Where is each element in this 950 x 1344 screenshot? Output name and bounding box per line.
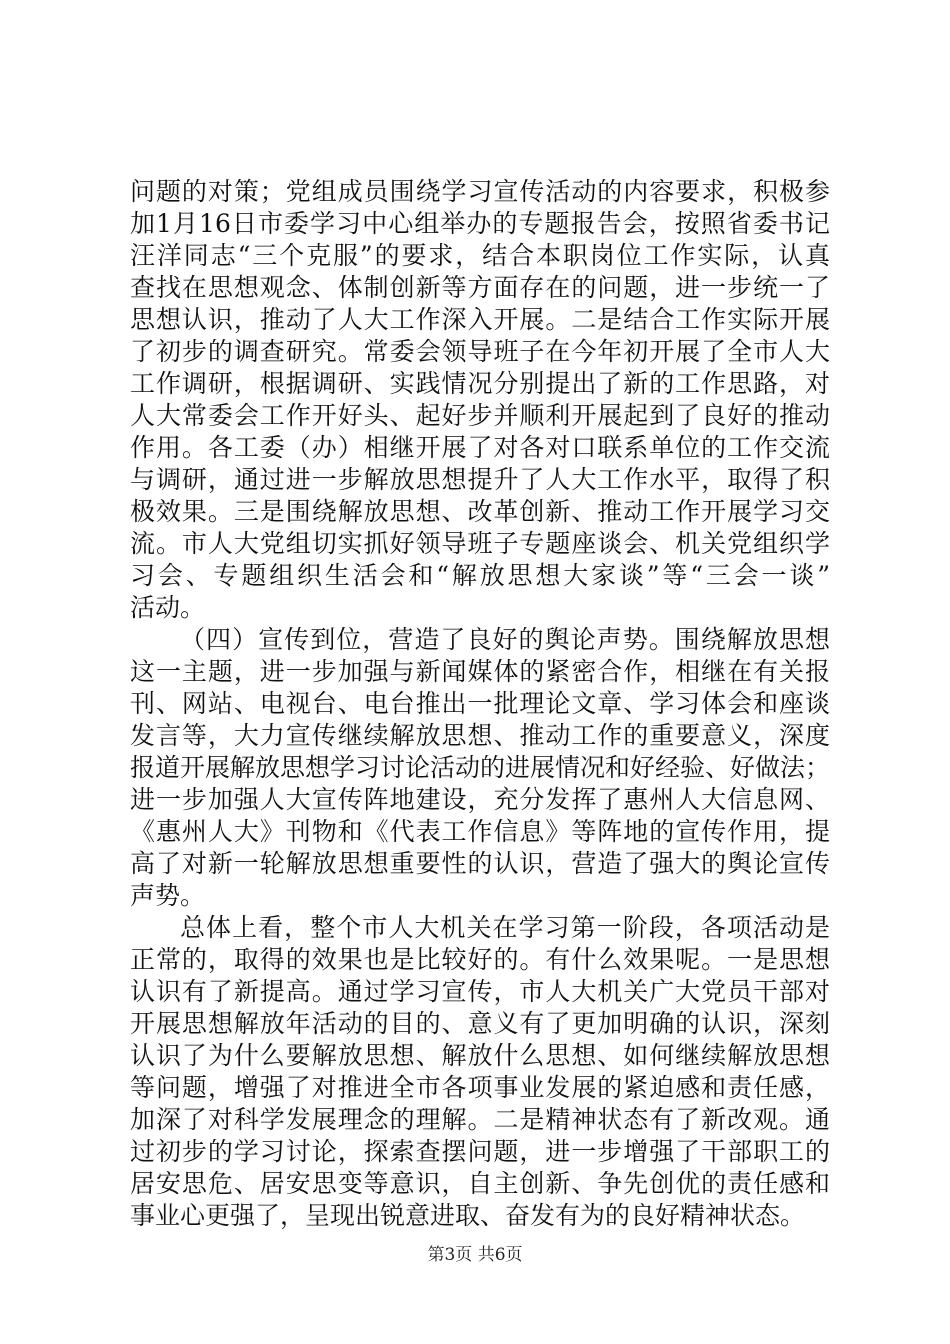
text-line: 流。市人大党组切实抓好领导班子专题座谈会、机关党组织学	[130, 529, 830, 558]
text-line: 刊、网站、电视台、电台推出一批理论文章、学习体会和座谈	[130, 689, 830, 718]
text-line: 等问题，增强了对推进全市各项事业发展的紧迫感和责任感，	[130, 1073, 830, 1102]
text-line: 这一主题，进一步加强与新闻媒体的紧密合作，相继在有关报	[130, 657, 830, 686]
page-number-footer: 第3页 共6页	[427, 1245, 523, 1265]
text-line: 汪洋同志“三个克服”的要求，结合本职岗位工作实际，认真	[130, 241, 830, 270]
paragraph-start-line: （四）宣传到位，营造了良好的舆论声势。围绕解放思想	[180, 625, 830, 654]
text-line: 认识了为什么要解放思想、解放什么思想、如何继续解放思想	[130, 1041, 830, 1070]
text-line: 与调研，通过进一步解放思想提升了人大工作水平，取得了积	[130, 465, 830, 494]
text-line: 问题的对策；党组成员围绕学习宣传活动的内容要求，积极参	[130, 177, 830, 206]
paragraph-start-line: 总体上看，整个市人大机关在学习第一阶段，各项活动是	[180, 913, 830, 942]
text-line: 习会、专题组织生活会和“解放思想大家谈”等“三会一谈”	[130, 561, 830, 590]
text-line: 事业心更强了，呈现出锐意进取、奋发有为的良好精神状态。	[130, 1201, 806, 1230]
text-line: 报道开展解放思想学习讨论活动的进展情况和好经验、好做法；	[130, 753, 831, 782]
text-line: 活动。	[130, 593, 206, 622]
text-line: 认识有了新提高。通过学习宣传，市人大机关广大党员干部对	[130, 977, 830, 1006]
text-line: 正常的，取得的效果也是比较好的。有什么效果呢。一是思想	[130, 945, 830, 974]
text-line: 查找在思想观念、体制创新等方面存在的问题，进一步统一了	[130, 273, 830, 302]
text-line: 加深了对科学发展理念的理解。二是精神状态有了新改观。通	[130, 1105, 830, 1134]
text-line: 加1月16日市委学习中心组举办的专题报告会，按照省委书记	[130, 209, 830, 238]
text-line: 极效果。三是围绕解放思想、改革创新、推动工作开展学习交	[130, 497, 830, 526]
text-line: 居安思危、居安思变等意识，自主创新、争先创优的责任感和	[130, 1169, 830, 1198]
text-line: 高了对新一轮解放思想重要性的认识，营造了强大的舆论宣传	[130, 849, 830, 878]
text-line: 声势。	[130, 881, 206, 910]
text-line: 开展思想解放年活动的目的、意义有了更加明确的认识，深刻	[130, 1009, 830, 1038]
text-line: 工作调研，根据调研、实践情况分别提出了新的工作思路，对	[130, 369, 830, 398]
text-line: 作用。各工委（办）相继开展了对各对口联系单位的工作交流	[130, 433, 830, 462]
text-line: 进一步加强人大宣传阵地建设，充分发挥了惠州人大信息网、	[130, 785, 830, 814]
text-line: 《惠州人大》刊物和《代表工作信息》等阵地的宣传作用，提	[130, 817, 830, 846]
text-line: 发言等，大力宣传继续解放思想、推动工作的重要意义，深度	[130, 721, 830, 750]
text-line: 人大常委会工作开好头、起好步并顺利开展起到了良好的推动	[130, 401, 830, 430]
text-line: 思想认识，推动了人大工作深入开展。二是结合工作实际开展	[130, 305, 830, 334]
text-line: 了初步的调查研究。常委会领导班子在今年初开展了全市人大	[130, 337, 830, 366]
text-line: 过初步的学习讨论，探索查摆问题，进一步增强了干部职工的	[130, 1137, 830, 1166]
